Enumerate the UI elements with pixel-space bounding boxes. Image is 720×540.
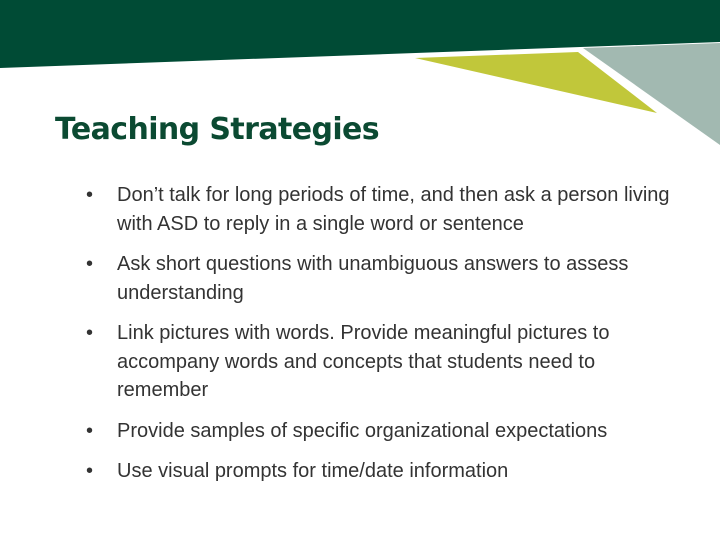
bullet-list bbox=[82, 181, 682, 498]
bullet-dot-icon: • bbox=[86, 253, 94, 275]
slide-title: Teaching Strategies bbox=[55, 112, 380, 147]
bullet-text: Ask short questions with unambiguous answers to assess understanding bbox=[117, 253, 629, 304]
bullet-dot-icon: • bbox=[86, 460, 94, 482]
bullet-item bbox=[82, 417, 682, 446]
bullet-text: Link pictures with words. Provide meaningful pictures to accompany words and concepts that students need to remember bbox=[117, 322, 610, 401]
bullet-item bbox=[82, 181, 682, 238]
bullet-item bbox=[82, 319, 682, 405]
bullet-text: Provide samples of specific organizational expectations bbox=[117, 419, 608, 442]
bullet-dot-icon: • bbox=[86, 419, 94, 442]
bullet-dot-icon: • bbox=[86, 322, 94, 344]
bullet-text: Don’t talk for long periods of time, and then ask a person living with ASD to reply in a single word or sentence bbox=[117, 184, 670, 235]
bullet-item bbox=[82, 457, 682, 486]
bullet-item bbox=[82, 250, 682, 307]
bullet-dot-icon: • bbox=[86, 184, 94, 206]
bullet-text: Use visual prompts for time/date information bbox=[117, 460, 509, 482]
